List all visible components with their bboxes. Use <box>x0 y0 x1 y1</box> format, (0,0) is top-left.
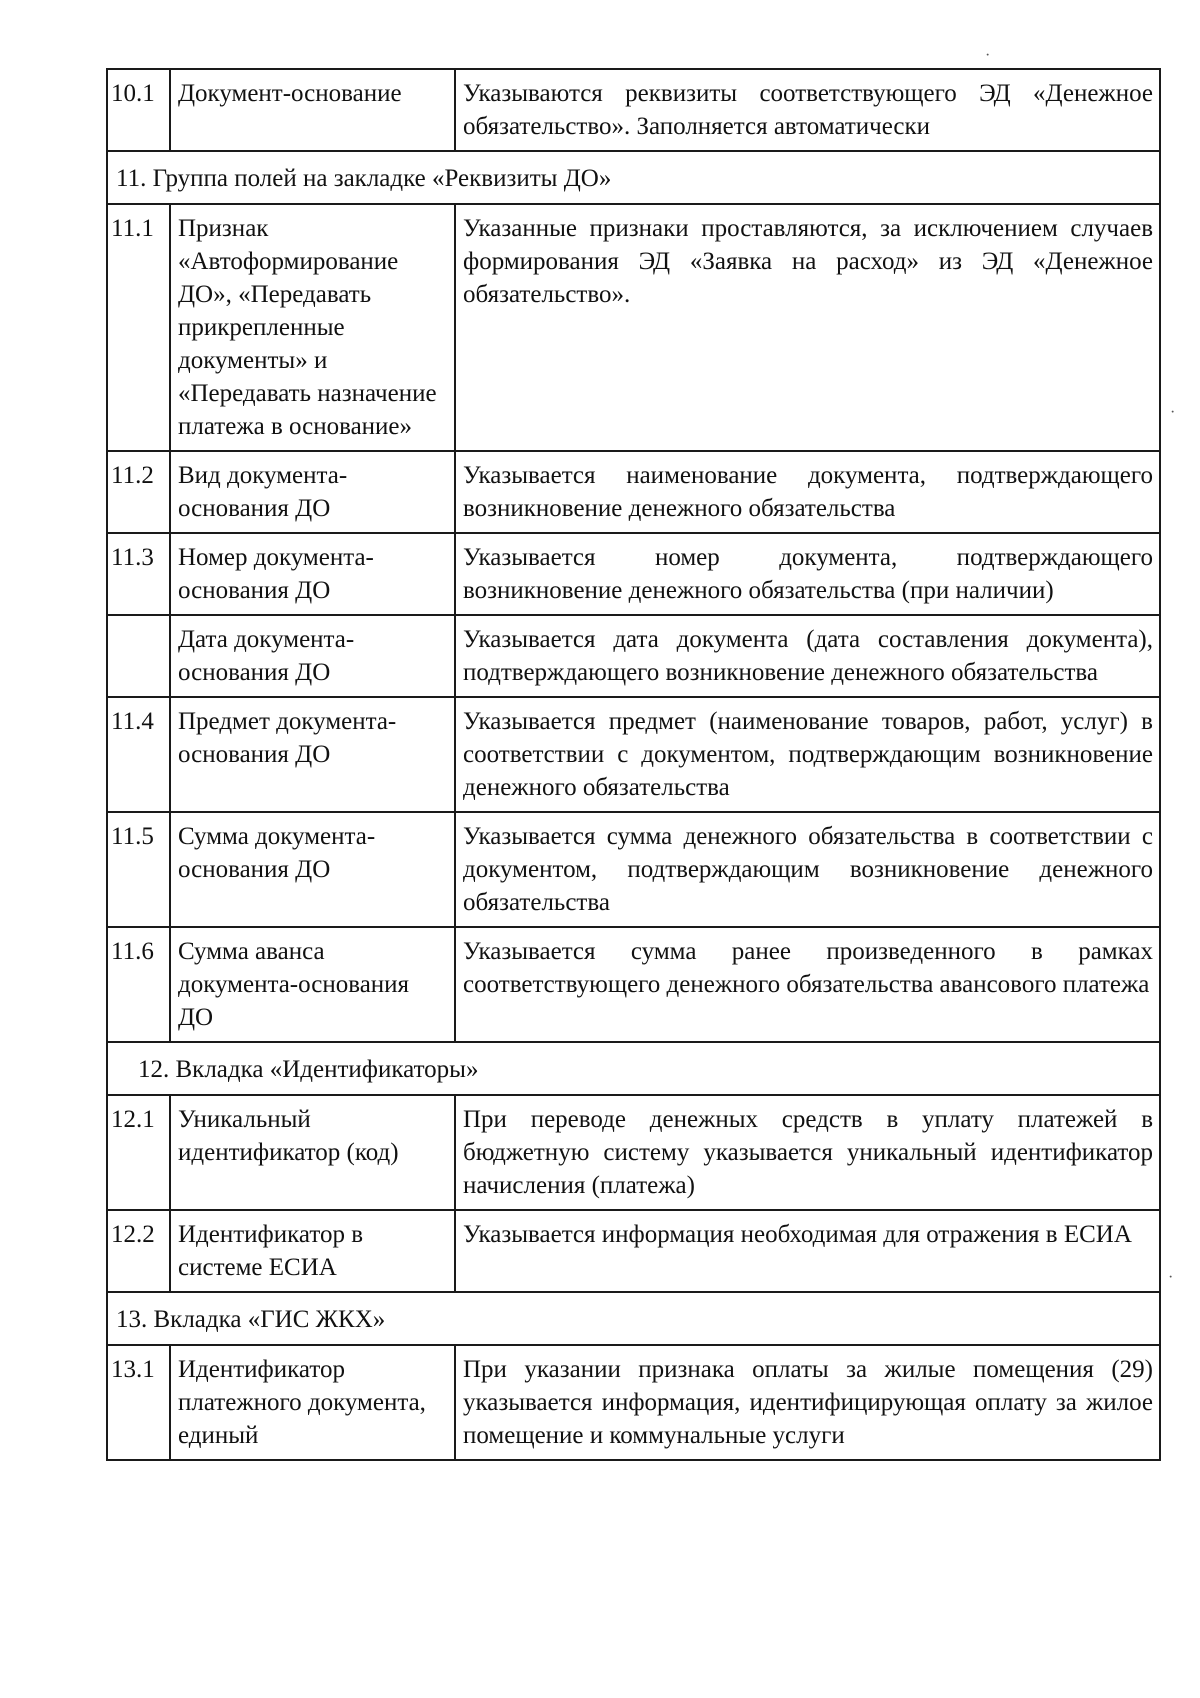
row-number: 13.1 <box>107 1345 170 1460</box>
field-name: Идентификатор платежного документа, единый <box>170 1345 455 1460</box>
section-title: 11. Группа полей на закладке «Реквизиты ДО» <box>107 151 1160 204</box>
table-row <box>107 1095 1160 1210</box>
table-body <box>107 69 1160 1460</box>
field-name: Вид документа-основания ДО <box>170 451 455 533</box>
field-description: Указывается дата документа (дата составления документа), подтверждающего возникновение денежного обязательства <box>455 615 1160 697</box>
scan-speck: · <box>1168 1269 1174 1286</box>
field-name: Сумма документа-основания ДО <box>170 812 455 927</box>
row-number: 10.1 <box>107 69 170 151</box>
field-name: Идентификатор в системе ЕСИА <box>170 1210 455 1292</box>
row-number: 11.4 <box>107 697 170 812</box>
table-row <box>107 451 1160 533</box>
field-description: Указывается наименование документа, подтверждающего возникновение денежного обязательства <box>455 451 1160 533</box>
field-description: Указываются реквизиты соответствующего ЭД «Денежное обязательство». Заполняется автоматически <box>455 69 1160 151</box>
table-row <box>107 927 1160 1042</box>
table-row <box>107 1210 1160 1292</box>
field-name: Уникальный идентификатор (код) <box>170 1095 455 1210</box>
table-row <box>107 533 1160 615</box>
field-description: При указании признака оплаты за жилые помещения (29) указывается информация, идентифицирующая оплату за жилое помещение и коммунальные услуги <box>455 1345 1160 1460</box>
table-row <box>107 1345 1160 1460</box>
field-name: Документ-основание <box>170 69 455 151</box>
field-description: Указанные признаки проставляются, за исключением случаев формирования ЭД «Заявка на расход» из ЭД «Денежное обязательство». <box>455 204 1160 451</box>
field-description: Указывается предмет (наименование товаров, работ, услуг) в соответствии с документом, подтверждающим возникновение денежного обязательства <box>455 697 1160 812</box>
field-name: Номер документа-основания ДО <box>170 533 455 615</box>
field-description: Указывается сумма денежного обязательства в соответствии с документом, подтверждающим возникновение денежного обязательства <box>455 812 1160 927</box>
table-row <box>107 812 1160 927</box>
field-name: Предмет документа-основания ДО <box>170 697 455 812</box>
field-description: Указывается сумма ранее произведенного в рамках соответствующего денежного обязательства авансового платежа <box>455 927 1160 1042</box>
table-row <box>107 69 1160 151</box>
row-number: 11.3 <box>107 533 170 615</box>
scan-speck: · <box>985 47 991 64</box>
scan-speck: · <box>1170 404 1176 421</box>
row-number <box>107 615 170 697</box>
table-row <box>107 615 1160 697</box>
table-row <box>107 697 1160 812</box>
section-title: 12. Вкладка «Идентификаторы» <box>107 1042 1160 1095</box>
field-name: Сумма аванса документа-основания ДО <box>170 927 455 1042</box>
field-name: Дата документа-основания ДО <box>170 615 455 697</box>
section-row <box>107 1042 1160 1095</box>
row-number: 11.5 <box>107 812 170 927</box>
table-row <box>107 204 1160 451</box>
field-description: Указывается информация необходимая для отражения в ЕСИА <box>455 1210 1160 1292</box>
section-row <box>107 151 1160 204</box>
row-number: 11.1 <box>107 204 170 451</box>
field-description: При переводе денежных средств в уплату платежей в бюджетную систему указывается уникальный идентификатор начисления (платежа) <box>455 1095 1160 1210</box>
row-number: 12.2 <box>107 1210 170 1292</box>
field-description-table <box>106 68 1161 1461</box>
row-number: 12.1 <box>107 1095 170 1210</box>
field-description: Указывается номер документа, подтверждающего возникновение денежного обязательства (при наличии) <box>455 533 1160 615</box>
field-name: Признак «Автоформирование ДО», «Передавать прикрепленные документы» и «Передавать назначение платежа в основание» <box>170 204 455 451</box>
section-row <box>107 1292 1160 1345</box>
row-number: 11.2 <box>107 451 170 533</box>
row-number: 11.6 <box>107 927 170 1042</box>
section-title: 13. Вкладка «ГИС ЖКХ» <box>107 1292 1160 1345</box>
